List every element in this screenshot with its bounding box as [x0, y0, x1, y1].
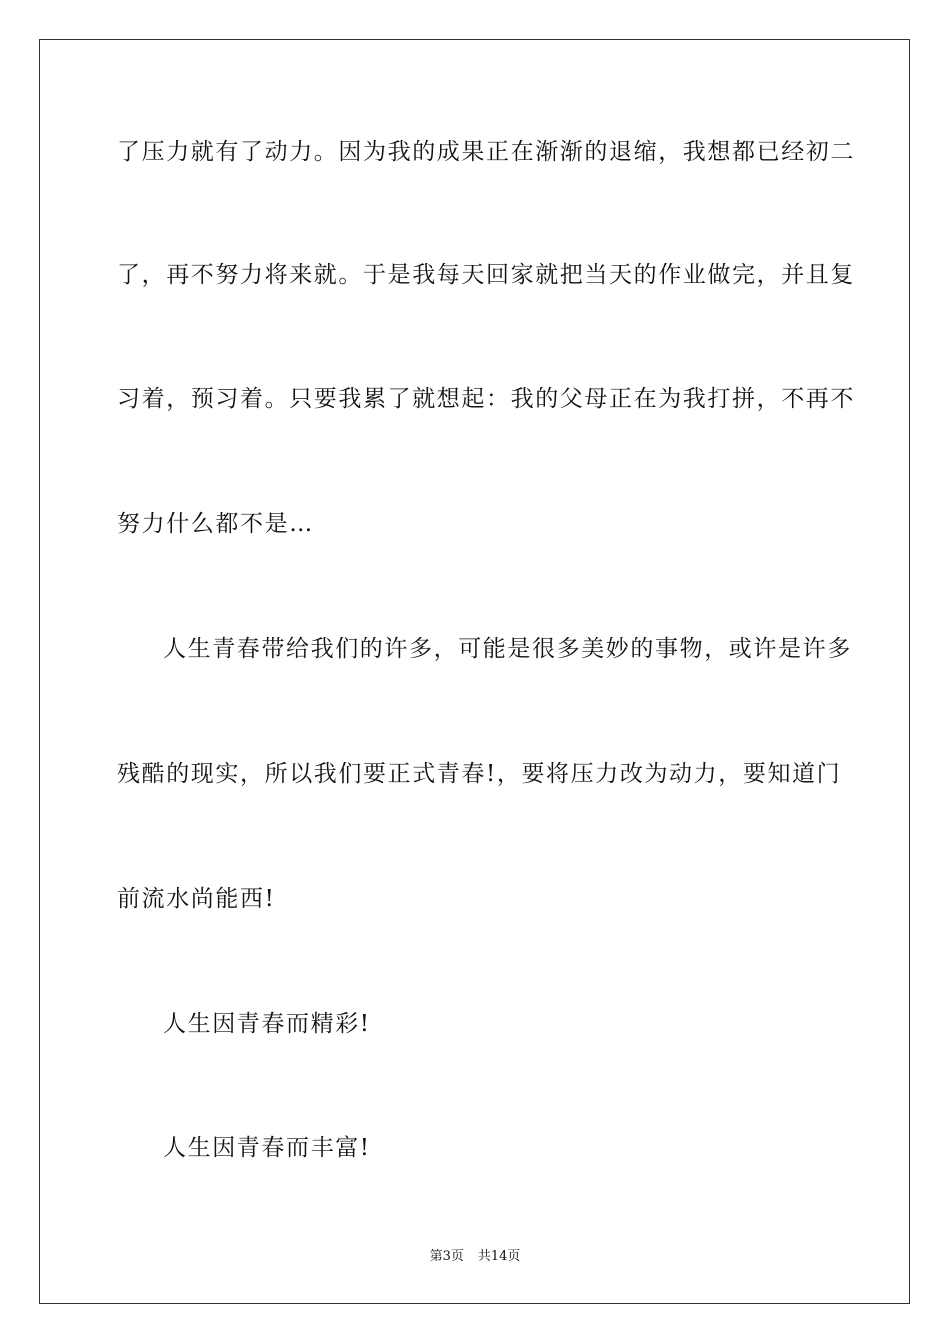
paragraph-line: 了，再不努力将来就。于是我每天回家就把当天的作业做完，并且复 [117, 262, 855, 288]
paragraph-line: 残酷的现实，所以我们要正式青春!，要将压力改为动力，要知道门 [117, 761, 842, 787]
page-number: 第3页 [429, 1249, 464, 1264]
paragraph-line: 人生因青春而丰富! [163, 1135, 371, 1161]
paragraph-line: 人生因青春而精彩! [163, 1011, 371, 1037]
paragraph-line: 了压力就有了动力。因为我的成果正在渐渐的退缩，我想都已经初二 [117, 139, 855, 165]
paragraph-line: 努力什么都不是… [117, 511, 314, 537]
paragraph-line: 前流水尚能西! [117, 886, 276, 912]
page-footer [0, 1248, 950, 1266]
page-border [39, 39, 910, 1304]
paragraph-line: 人生青春带给我们的许多，可能是很多美妙的事物，或许是许多 [163, 636, 852, 662]
page-total: 共14页 [477, 1249, 521, 1264]
paragraph-line: 习着，预习着。只要我累了就想起：我的父母正在为我打拼，不再不 [117, 386, 855, 412]
